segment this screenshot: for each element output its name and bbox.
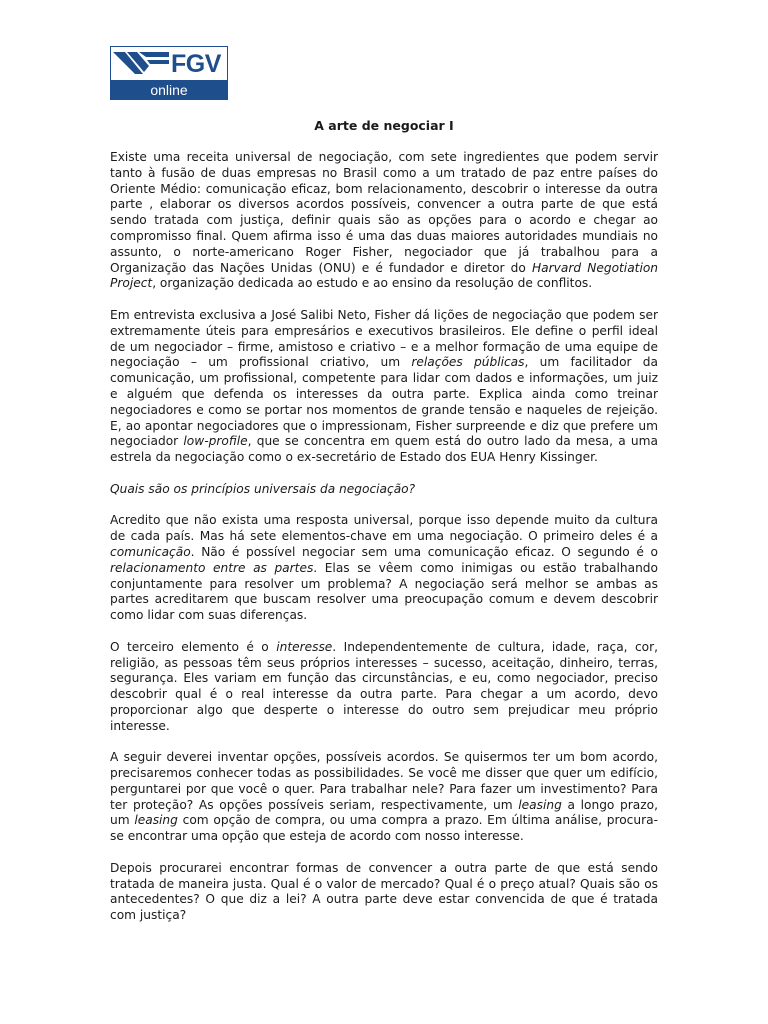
- text-run: Em entrevista exclusiva a José Salibi Neto, Fisher dá lições de negociação que podem ser extremamente úteis para empresários e executivos brasileiros. Ele define o perfil ideal de um negociador – firme, amistoso e criativo – e a melhor formação de uma equipe de negociação – um profissional criativo, um: [110, 307, 658, 370]
- italic-text: Quais são os princípios universais da negociação?: [110, 481, 416, 496]
- paragraph: [110, 640, 658, 735]
- document-title: A arte de negociar I: [314, 118, 454, 133]
- italic-text: low-profile: [183, 434, 248, 449]
- logo-letters: FGV: [171, 50, 221, 78]
- text-run: Depois procurarei encontrar formas de convencer a outra parte de que está sendo tratada de maneira justa. Qual é o valor de mercado? Qual é o preço atual? Quais são os antecedentes? O que diz a lei? A outra parte deve estar convencida de que é tratada com justiça?: [110, 860, 658, 923]
- logo-top-panel: [111, 47, 227, 80]
- text-run: A seguir deverei inventar opções, possíveis acordos. Se quisermos ter um bom acordo, precisaremos conhecer todas as possibilidades. Se você me disser que quer um edifício, perguntarei por que você o quer. Para trabalhar nele? Para fazer um investimento? Para ter proteção? As opções possíveis seriam, respectivamente, um: [110, 750, 658, 812]
- italic-text: leasing: [518, 797, 562, 812]
- text-run: . Não é possível negociar sem uma comunicação eficaz. O segundo é o: [190, 544, 658, 559]
- document-body: [110, 150, 658, 940]
- text-run: Existe uma receita universal de negociação, com sete ingredientes que podem servir tanto à fusão de duas empresas no Brasil como a um tratado de paz entre países do Oriente Médio: comunicação eficaz, bom relacionamento, descobrir o interesse da outra parte , elaborar os diversos acordos possíveis, convencer a outra parte de que está sendo tratada com justiça, definir quais são as opções para o acordo e chegar ao compromisso final. Quem afirma isso é uma das duas maiores autoridades mundiais no assunto, o norte-americano Roger Fisher, negociador que já trabalhou para a Organização das Nações Unidas (ONU) e é fundador e diretor do: [110, 150, 658, 275]
- paragraph: [110, 750, 658, 845]
- logo-subtitle: online: [150, 82, 188, 98]
- italic-text: leasing: [134, 813, 178, 828]
- text-run: Acredito que não exista uma resposta universal, porque isso depende muito da cultura de cada país. Mas há sete elementos-chave em uma negociação. O primeiro deles é a: [110, 513, 658, 544]
- text-run: com opção de compra, ou uma compra a prazo. Em última análise, procura-se encontrar uma opção que esteja de acordo com nosso interesse.: [110, 813, 658, 844]
- text-run: a longo prazo, um: [110, 797, 658, 828]
- italic-text: relacionamento entre as partes: [110, 560, 314, 575]
- paragraph: [110, 861, 658, 924]
- text-run: , que se concentra em quem está do outro lado da mesa, a uma estrela da negociação como o ex-secretário de Estado dos EUA Henry Kissinger.: [110, 434, 658, 465]
- italic-text: relações públicas: [411, 355, 525, 370]
- text-run: , um facilitador da comunicação, um profissional, competente para lidar com dados e informações, um juiz e alguém que defenda os interesses da outra parte. Explica ainda como treinar negociadores e como se portar nos momentos de grande tensão e naqueles de rejeição. E, ao apontar negociadores que o impressionam, Fisher surpreende e diz que prefere um negociador: [110, 355, 658, 449]
- italic-text: Harvard Negotiation Project: [110, 260, 659, 291]
- italic-text: comunicação: [110, 544, 191, 559]
- text-run: O terceiro elemento é o: [110, 639, 277, 654]
- paragraph: [110, 308, 658, 466]
- paragraph: [110, 482, 658, 498]
- paragraph: [110, 150, 658, 292]
- fgv-wing-icon: [113, 50, 169, 78]
- text-run: . Elas se vêem como inimigas ou estão trabalhando conjuntamente para resolver um problema? A negociação será melhor se ambas as partes acreditarem que buscam resolver uma preocupação comum e devem descobrir como lidar com suas diferenças.: [110, 560, 658, 623]
- text-run: , organização dedicada ao estudo e ao ensino da resolução de conflitos.: [152, 276, 593, 291]
- paragraph: [110, 513, 658, 624]
- text-run: . Independentemente de cultura, idade, raça, cor, religião, as pessoas têm seus próprios interesses – sucesso, aceitação, dinheiro, terras, segurança. Eles variam em função das circunstâncias, e eu, como negociador, preciso descobrir qual é o real interesse da outra parte. Para chegar a um acordo, devo proporcionar algo que desperte o interesse do outro sem prejudicar meu próprio interesse.: [110, 639, 659, 733]
- fgv-online-logo: [110, 46, 228, 100]
- italic-text: interesse: [276, 639, 333, 654]
